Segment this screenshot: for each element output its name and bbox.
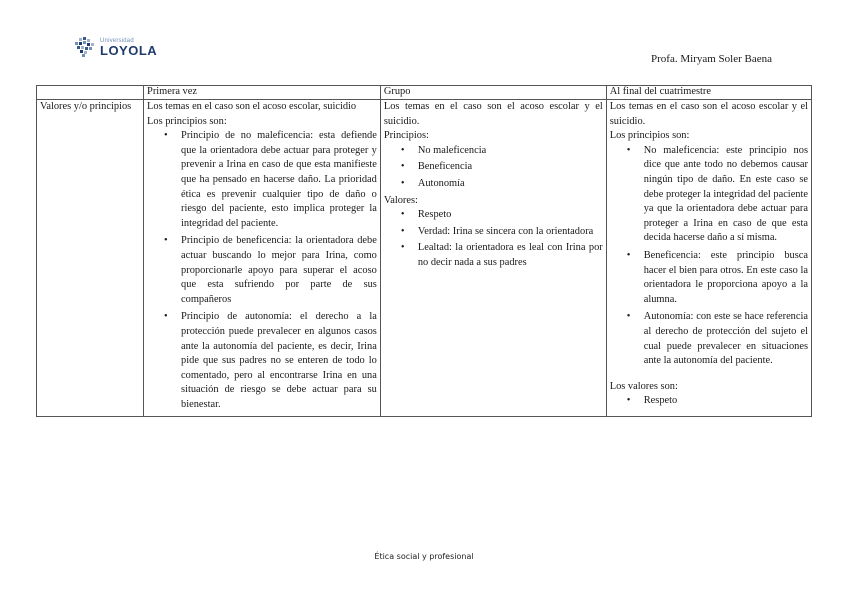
table-header-row [37, 86, 812, 100]
col1-intro: Los temas en el caso son el acoso escolar, suicidio [147, 101, 357, 112]
list-item: • Principio de no maleficencia: esta defiende que la orientadora debe actuar para proteger y prevenir a Irina en caso de que esta manifieste que ha pensado en hacerse daño. La prioridad ética es prevenir cualquier tipo de daño o riesgo del paciente, esto implica proteger la integridad del paciente. [181, 129, 377, 231]
list-item: • No maleficencia [418, 144, 603, 159]
spacer [610, 372, 808, 380]
header-cell-empty [37, 86, 144, 100]
list-item: • Principio de beneficencia: la orientadora debe actuar buscando lo mejor para Irina, como proporcionarle apoyo para superar el acoso que esta sufriendo por parte de sus compañeros [181, 234, 377, 307]
author-name: Profa. Miryam Soler Baena [651, 53, 772, 65]
list-item: • Lealtad: la orientadora es leal con Irina por no decir nada a sus padres [418, 241, 603, 270]
cell-first-time [144, 100, 381, 417]
list-item: • Verdad: Irina se sincera con la orientadora [418, 225, 603, 240]
row-label: Valores y/o principios [37, 100, 144, 417]
col3-intro: Los temas en el caso son el acoso escolar y el suicidio. [609, 101, 808, 127]
col2-principles-title: Principios: [383, 130, 429, 142]
col3-principles-list [610, 144, 808, 369]
col1-principles-title: Los principios son: [147, 115, 227, 127]
col3-principles-title: Los principios son: [609, 130, 690, 142]
values-table [36, 85, 812, 417]
list-item: • Autonomía [418, 177, 603, 192]
list-item: • Beneficencia: este principio busca hacer el bien para otros. En este caso la orientadora le proporciona apoyo a la alumna. [644, 249, 808, 307]
cell-group [380, 100, 606, 417]
col3-values-list [610, 394, 808, 409]
loyola-shield-icon [72, 36, 96, 58]
col2-intro: Los temas en el caso son el acoso escolar y el suicidio. [383, 101, 603, 127]
list-item: • Respeto [418, 208, 603, 223]
list-item: • Autonomía: con este se hace referencia al derecho de protección del sujeto el cual puede prevalecer en situaciones ante la autonomía del paciente. [644, 310, 808, 368]
list-item: • Principio de autonomía: el derecho a la protección puede prevalecer en algunos casos ante la autonomía del paciente, es decir, Irina pide que sus padres no se enteren de todo lo comentado, pero al encontrarse Irina en una situación de riesgo se debe actuar para su bienestar. [181, 310, 377, 412]
col2-values-title: Valores: [383, 194, 418, 206]
page-footer: Ética social y profesional [374, 552, 474, 561]
table-row [37, 100, 812, 417]
cell-end-term [606, 100, 811, 417]
logo-caption: Universidad [100, 37, 134, 44]
col3-values-title: Los valores son: [609, 380, 678, 392]
col1-principles-list [147, 129, 377, 412]
header-cell-group: Grupo [380, 86, 606, 100]
logo-wordmark: LOYOLA [100, 42, 158, 58]
col2-values-list [384, 208, 603, 270]
col2-principles-list [384, 144, 603, 192]
university-logo [72, 36, 157, 58]
list-item: • Beneficencia [418, 160, 603, 175]
header-cell-end-term: Al final del cuatrimestre [606, 86, 811, 100]
list-item: • Respeto [644, 394, 808, 409]
list-item: • No maleficencia: este principio nos dice que ante todo no debemos causar ningún tipo de daño. En este caso se debe proteger la integridad del paciente ya que la orientadora debe actuar para proteger a Irina en caso de que esta decida hacerse daño a sí misma. [644, 144, 808, 246]
header-cell-first-time: Primera vez [144, 86, 381, 100]
